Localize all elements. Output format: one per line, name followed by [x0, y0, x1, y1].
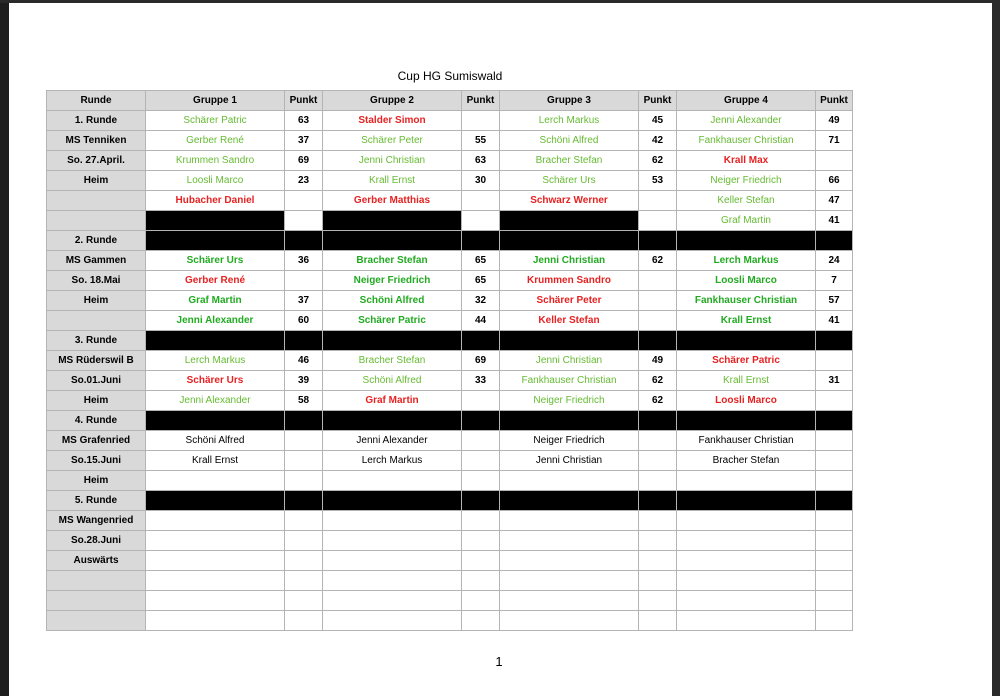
separator-cell: [323, 231, 462, 251]
round-label-cell: 5. Runde: [47, 491, 146, 511]
separator-cell: [285, 331, 323, 351]
player-cell: Jenni Alexander: [146, 311, 285, 331]
separator-cell: [285, 231, 323, 251]
player-cell: [500, 591, 639, 611]
round-label-cell: MS Gammen: [47, 251, 146, 271]
points-cell: [462, 111, 500, 131]
table-row: [47, 231, 853, 251]
player-cell: Gerber René: [146, 271, 285, 291]
points-cell: [816, 471, 853, 491]
player-cell: Krall Max: [677, 151, 816, 171]
points-cell: 24: [816, 251, 853, 271]
header-gruppe-1: Gruppe 1: [146, 91, 285, 111]
separator-cell: [677, 411, 816, 431]
player-cell: [677, 571, 816, 591]
player-cell: [500, 571, 639, 591]
points-cell: [462, 391, 500, 411]
points-cell: 65: [462, 251, 500, 271]
points-cell: 37: [285, 131, 323, 151]
table-row: [47, 511, 853, 531]
player-cell: Jenni Alexander: [677, 111, 816, 131]
player-cell: Schärer Urs: [500, 171, 639, 191]
points-cell: 57: [816, 291, 853, 311]
round-label-cell: MS Grafenried: [47, 431, 146, 451]
player-cell: [677, 611, 816, 631]
points-cell: [816, 571, 853, 591]
player-cell: [146, 511, 285, 531]
player-cell: [500, 511, 639, 531]
separator-cell: [285, 411, 323, 431]
points-cell: [462, 531, 500, 551]
round-label-cell: Heim: [47, 391, 146, 411]
separator-cell: [816, 331, 853, 351]
player-cell: Hubacher Daniel: [146, 191, 285, 211]
player-cell: Fankhauser Christian: [677, 131, 816, 151]
points-cell: 31: [816, 371, 853, 391]
round-label-cell: [47, 211, 146, 231]
points-cell: [285, 211, 323, 231]
player-cell: Gerber René: [146, 131, 285, 151]
player-cell: Jenni Christian: [500, 451, 639, 471]
table-row: [47, 211, 853, 231]
table-row: [47, 271, 853, 291]
player-cell: Lerch Markus: [323, 451, 462, 471]
points-cell: 62: [639, 251, 677, 271]
player-cell: Neiger Friedrich: [677, 171, 816, 191]
player-cell: Keller Stefan: [677, 191, 816, 211]
player-cell: [677, 471, 816, 491]
player-cell: Schärer Urs: [146, 251, 285, 271]
window-edge-right: [992, 0, 1000, 696]
header-gruppe-2: Gruppe 2: [323, 91, 462, 111]
points-cell: 7: [816, 271, 853, 291]
points-cell: [462, 471, 500, 491]
player-cell: [500, 551, 639, 571]
separator-cell: [639, 491, 677, 511]
player-cell: Fankhauser Christian: [677, 431, 816, 451]
separator-cell: [677, 491, 816, 511]
round-label-cell: So.15.Juni: [47, 451, 146, 471]
player-cell: Fankhauser Christian: [677, 291, 816, 311]
round-label-cell: Heim: [47, 291, 146, 311]
player-cell: [146, 611, 285, 631]
table-row: [47, 351, 853, 371]
points-cell: 37: [285, 291, 323, 311]
points-cell: 69: [285, 151, 323, 171]
points-cell: [816, 611, 853, 631]
points-cell: [285, 191, 323, 211]
player-cell: [677, 591, 816, 611]
player-cell: Neiger Friedrich: [500, 391, 639, 411]
points-cell: [639, 591, 677, 611]
header-punkt-4: Punkt: [816, 91, 853, 111]
points-cell: [285, 611, 323, 631]
player-cell: Gerber Matthias: [323, 191, 462, 211]
points-cell: 63: [462, 151, 500, 171]
points-cell: [285, 591, 323, 611]
round-label-cell: So.28.Juni: [47, 531, 146, 551]
points-cell: 33: [462, 371, 500, 391]
player-cell: Bracher Stefan: [500, 151, 639, 171]
points-cell: [816, 351, 853, 371]
round-label-cell: 3. Runde: [47, 331, 146, 351]
round-label-cell: MS Wangenried: [47, 511, 146, 531]
points-cell: 62: [639, 151, 677, 171]
player-cell: Neiger Friedrich: [500, 431, 639, 451]
points-cell: 44: [462, 311, 500, 331]
table-row: [47, 131, 853, 151]
round-label-cell: Heim: [47, 471, 146, 491]
points-cell: [816, 391, 853, 411]
separator-cell: [146, 491, 285, 511]
player-cell: Graf Martin: [146, 291, 285, 311]
separator-cell: [462, 231, 500, 251]
table-row: [47, 291, 853, 311]
player-cell: Schärer Patric: [677, 351, 816, 371]
separator-cell: [323, 491, 462, 511]
player-cell: [323, 471, 462, 491]
points-cell: [462, 431, 500, 451]
player-cell: Loosli Marco: [677, 271, 816, 291]
player-cell: Krall Ernst: [323, 171, 462, 191]
player-cell: Bracher Stefan: [323, 351, 462, 371]
points-cell: [639, 571, 677, 591]
header-gruppe-4: Gruppe 4: [677, 91, 816, 111]
points-cell: [816, 591, 853, 611]
points-cell: [639, 511, 677, 531]
points-cell: [816, 451, 853, 471]
player-cell: Bracher Stefan: [323, 251, 462, 271]
separator-cell: [500, 491, 639, 511]
points-cell: 49: [639, 351, 677, 371]
points-cell: 53: [639, 171, 677, 191]
table-row: [47, 571, 853, 591]
table-row: [47, 111, 853, 131]
player-cell: Schöni Alfred: [146, 431, 285, 451]
window-edge-left: [0, 0, 9, 696]
separator-cell: [677, 331, 816, 351]
round-label-cell: MS Tenniken: [47, 131, 146, 151]
table-row: [47, 491, 853, 511]
points-cell: 69: [462, 351, 500, 371]
player-cell: Lerch Markus: [677, 251, 816, 271]
table-row: [47, 591, 853, 611]
player-cell: [323, 611, 462, 631]
points-cell: 62: [639, 371, 677, 391]
player-cell: [500, 211, 639, 231]
player-cell: [323, 211, 462, 231]
points-cell: [639, 291, 677, 311]
points-cell: 66: [816, 171, 853, 191]
separator-cell: [462, 411, 500, 431]
player-cell: Lerch Markus: [500, 111, 639, 131]
points-cell: [462, 191, 500, 211]
points-cell: 39: [285, 371, 323, 391]
player-cell: Jenni Christian: [500, 351, 639, 371]
page-number: 1: [495, 654, 503, 669]
round-label-cell: Auswärts: [47, 551, 146, 571]
points-cell: [639, 431, 677, 451]
player-cell: Krummen Sandro: [146, 151, 285, 171]
player-cell: Jenni Alexander: [323, 431, 462, 451]
points-cell: [639, 311, 677, 331]
points-cell: 41: [816, 311, 853, 331]
player-cell: Schwarz Werner: [500, 191, 639, 211]
separator-cell: [500, 331, 639, 351]
header-row: [47, 91, 853, 111]
player-cell: Graf Martin: [677, 211, 816, 231]
player-cell: Schärer Patric: [146, 111, 285, 131]
round-label-cell: So. 27.April.: [47, 151, 146, 171]
points-cell: [639, 211, 677, 231]
points-cell: 45: [639, 111, 677, 131]
points-cell: [816, 531, 853, 551]
header-punkt-1: Punkt: [285, 91, 323, 111]
player-cell: Loosli Marco: [146, 171, 285, 191]
table-row: [47, 311, 853, 331]
sheet-title: Cup HG Sumiswald: [397, 69, 503, 83]
player-cell: Lerch Markus: [146, 351, 285, 371]
player-cell: Bracher Stefan: [677, 451, 816, 471]
table-row: [47, 191, 853, 211]
round-label-cell: So. 18.Mai: [47, 271, 146, 291]
player-cell: [677, 511, 816, 531]
points-cell: [816, 151, 853, 171]
player-cell: [146, 551, 285, 571]
header-gruppe-3: Gruppe 3: [500, 91, 639, 111]
points-cell: [639, 551, 677, 571]
player-cell: Schöni Alfred: [323, 371, 462, 391]
separator-cell: [285, 491, 323, 511]
player-cell: [677, 551, 816, 571]
table-row: [47, 431, 853, 451]
points-cell: [285, 271, 323, 291]
player-cell: [146, 211, 285, 231]
player-cell: Keller Stefan: [500, 311, 639, 331]
round-label-cell: [47, 311, 146, 331]
table-row: [47, 331, 853, 351]
table-row: [47, 251, 853, 271]
player-cell: Neiger Friedrich: [323, 271, 462, 291]
header-punkt-2: Punkt: [462, 91, 500, 111]
points-cell: [462, 211, 500, 231]
separator-cell: [639, 231, 677, 251]
player-cell: Schöni Alfred: [500, 131, 639, 151]
player-cell: Schärer Peter: [323, 131, 462, 151]
player-cell: Loosli Marco: [677, 391, 816, 411]
points-cell: 30: [462, 171, 500, 191]
points-cell: [285, 551, 323, 571]
round-label-cell: 1. Runde: [47, 111, 146, 131]
table-row: [47, 611, 853, 631]
schedule-table: [46, 90, 853, 631]
table-row: [47, 151, 853, 171]
points-cell: [462, 611, 500, 631]
round-label-cell: So.01.Juni: [47, 371, 146, 391]
points-cell: [639, 191, 677, 211]
player-cell: Schärer Patric: [323, 311, 462, 331]
player-cell: Krall Ernst: [677, 311, 816, 331]
separator-cell: [323, 331, 462, 351]
points-cell: 71: [816, 131, 853, 151]
separator-cell: [323, 411, 462, 431]
points-cell: 36: [285, 251, 323, 271]
header-punkt-3: Punkt: [639, 91, 677, 111]
player-cell: [323, 551, 462, 571]
player-cell: [500, 471, 639, 491]
points-cell: [462, 551, 500, 571]
player-cell: [323, 591, 462, 611]
table-row: [47, 171, 853, 191]
points-cell: [639, 271, 677, 291]
player-cell: [500, 531, 639, 551]
round-label-cell: [47, 191, 146, 211]
points-cell: [462, 511, 500, 531]
player-cell: Jenni Christian: [500, 251, 639, 271]
points-cell: [639, 451, 677, 471]
points-cell: [816, 431, 853, 451]
separator-cell: [462, 331, 500, 351]
round-label-cell: 4. Runde: [47, 411, 146, 431]
table-row: [47, 551, 853, 571]
points-cell: [462, 591, 500, 611]
separator-cell: [816, 491, 853, 511]
player-cell: Graf Martin: [323, 391, 462, 411]
points-cell: 42: [639, 131, 677, 151]
player-cell: Schärer Urs: [146, 371, 285, 391]
round-label-cell: [47, 591, 146, 611]
player-cell: Krummen Sandro: [500, 271, 639, 291]
player-cell: [500, 611, 639, 631]
player-cell: Schärer Peter: [500, 291, 639, 311]
player-cell: [146, 531, 285, 551]
round-label-cell: Heim: [47, 171, 146, 191]
points-cell: 65: [462, 271, 500, 291]
player-cell: [323, 511, 462, 531]
table-row: [47, 371, 853, 391]
points-cell: [639, 531, 677, 551]
points-cell: 60: [285, 311, 323, 331]
player-cell: Schöni Alfred: [323, 291, 462, 311]
points-cell: 32: [462, 291, 500, 311]
table-row: [47, 391, 853, 411]
separator-cell: [146, 331, 285, 351]
points-cell: [639, 471, 677, 491]
points-cell: 41: [816, 211, 853, 231]
points-cell: [816, 551, 853, 571]
points-cell: [462, 451, 500, 471]
points-cell: 47: [816, 191, 853, 211]
points-cell: [285, 471, 323, 491]
points-cell: 62: [639, 391, 677, 411]
header-runde: Runde: [47, 91, 146, 111]
table-row: [47, 411, 853, 431]
table-body: [47, 111, 853, 631]
points-cell: 46: [285, 351, 323, 371]
points-cell: 63: [285, 111, 323, 131]
table-row: [47, 531, 853, 551]
points-cell: [285, 511, 323, 531]
separator-cell: [146, 411, 285, 431]
player-cell: Fankhauser Christian: [500, 371, 639, 391]
points-cell: [285, 531, 323, 551]
player-cell: [146, 471, 285, 491]
points-cell: 23: [285, 171, 323, 191]
separator-cell: [146, 231, 285, 251]
points-cell: 58: [285, 391, 323, 411]
player-cell: [677, 531, 816, 551]
window-edge-top: [0, 0, 1000, 3]
points-cell: [462, 571, 500, 591]
player-cell: [146, 591, 285, 611]
separator-cell: [816, 411, 853, 431]
points-cell: [639, 611, 677, 631]
player-cell: Stalder Simon: [323, 111, 462, 131]
separator-cell: [500, 411, 639, 431]
table-row: [47, 451, 853, 471]
points-cell: [285, 451, 323, 471]
separator-cell: [639, 331, 677, 351]
points-cell: 55: [462, 131, 500, 151]
player-cell: Krall Ernst: [677, 371, 816, 391]
points-cell: 49: [816, 111, 853, 131]
player-cell: [323, 571, 462, 591]
player-cell: [323, 531, 462, 551]
player-cell: Jenni Christian: [323, 151, 462, 171]
player-cell: [146, 571, 285, 591]
separator-cell: [500, 231, 639, 251]
player-cell: Jenni Alexander: [146, 391, 285, 411]
round-label-cell: [47, 611, 146, 631]
round-label-cell: [47, 571, 146, 591]
points-cell: [285, 431, 323, 451]
points-cell: [285, 571, 323, 591]
points-cell: [816, 511, 853, 531]
round-label-cell: 2. Runde: [47, 231, 146, 251]
table-row: [47, 471, 853, 491]
player-cell: Krall Ernst: [146, 451, 285, 471]
separator-cell: [816, 231, 853, 251]
round-label-cell: MS Rüderswil B: [47, 351, 146, 371]
separator-cell: [639, 411, 677, 431]
separator-cell: [462, 491, 500, 511]
separator-cell: [677, 231, 816, 251]
